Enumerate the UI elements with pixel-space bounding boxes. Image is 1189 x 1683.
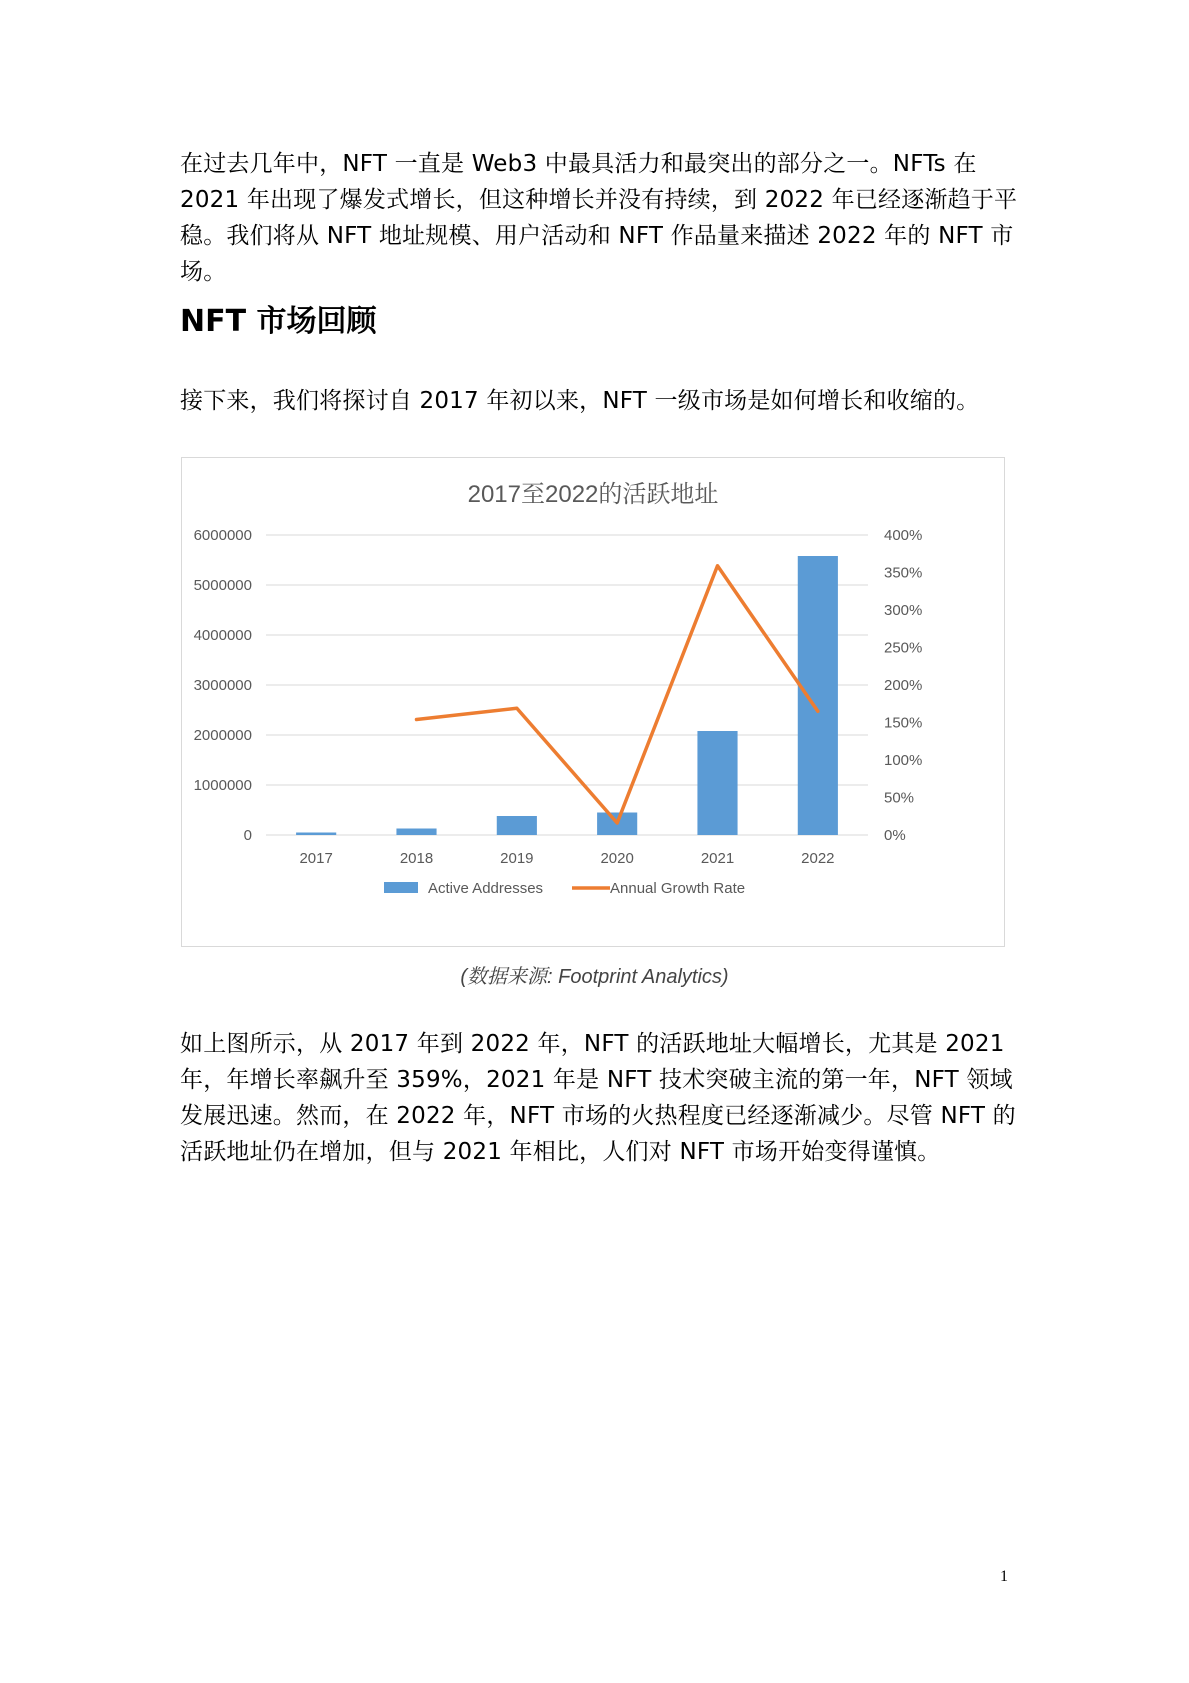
y-left-tick-label: 1000000 xyxy=(193,777,252,794)
x-tick-label: 2017 xyxy=(299,850,333,867)
x-tick-label: 2018 xyxy=(399,850,434,867)
section-heading: NFT 市场回顾 xyxy=(180,304,377,339)
bar-active-addresses xyxy=(798,556,838,835)
figure-caption: (数据来源: Footprint Analytics) xyxy=(460,966,729,988)
y-right-tick-label: 300% xyxy=(884,602,923,619)
y-right-tick-label: 350% xyxy=(884,564,923,582)
bar-active-addresses xyxy=(296,833,336,836)
analysis-paragraph: 如上图所示，从 2017 年到 2022 年，NFT 的活跃地址大幅增长，尤其是 2021 年，年增长率飙升至 359%，2021 年是 NFT 技术突破主流的第一年，NFT 领域发展迅速。然而，在 2022 年，NFT 市场的火热程度已经逐渐减少。尽管 NFT 的活跃地址仍在增加，但与 2021 年相比，人们对 NFT 市场开始变得谨慎。 xyxy=(180,1031,1016,1165)
lead-paragraph: 接下来，我们将探讨自 2017 年初以来，NFT 一级市场是如何增长和收缩的。 xyxy=(180,388,980,414)
legend-label-annual-growth-rate: Annual Growth Rate xyxy=(610,880,746,897)
y-right-tick-label: 0% xyxy=(884,827,906,844)
y-right-tick-label: 150% xyxy=(884,714,923,732)
bar-active-addresses xyxy=(497,816,537,835)
y-left-tick-label: 3000000 xyxy=(193,677,252,694)
page-number: 1 xyxy=(1000,1568,1008,1585)
x-tick-label: 2019 xyxy=(500,850,534,867)
combo-chart xyxy=(182,458,1004,946)
intro-paragraph: 在过去几年中，NFT 一直是 Web3 中最具活力和最突出的部分之一。NFTs 在 2021 年出现了爆发式增长，但这种增长并没有持续，到 2022 年已经逐渐趋于平稳。我们将从 NFT 地址规模、用户活动和 NFT 作品量来描述 2022 年的 NFT 市场。 xyxy=(180,151,1018,285)
x-tick-label: 2021 xyxy=(700,850,735,867)
x-tick-label: 2020 xyxy=(600,850,634,867)
x-tick-label: 2022 xyxy=(801,850,835,867)
y-right-tick-label: 250% xyxy=(884,639,923,657)
y-left-tick-label: 0 xyxy=(243,827,252,844)
chart-container xyxy=(181,457,1005,947)
y-left-tick-label: 2000000 xyxy=(193,727,252,744)
y-right-tick-label: 100% xyxy=(884,752,923,769)
bar-active-addresses xyxy=(396,829,436,836)
y-left-tick-label: 5000000 xyxy=(193,577,252,594)
line-annual-growth-rate xyxy=(417,566,818,823)
bar-active-addresses xyxy=(697,731,737,835)
y-right-tick-label: 400% xyxy=(884,527,923,544)
legend-label-active-addresses: Active Addresses xyxy=(428,880,544,897)
y-left-tick-label: 4000000 xyxy=(193,627,252,644)
y-left-tick-label: 6000000 xyxy=(193,527,252,544)
y-right-tick-label: 200% xyxy=(884,677,923,694)
legend-swatch-active-addresses xyxy=(384,882,418,893)
y-right-tick-label: 50% xyxy=(884,789,915,807)
chart-title: 2017至2022的活跃地址 xyxy=(467,481,719,508)
